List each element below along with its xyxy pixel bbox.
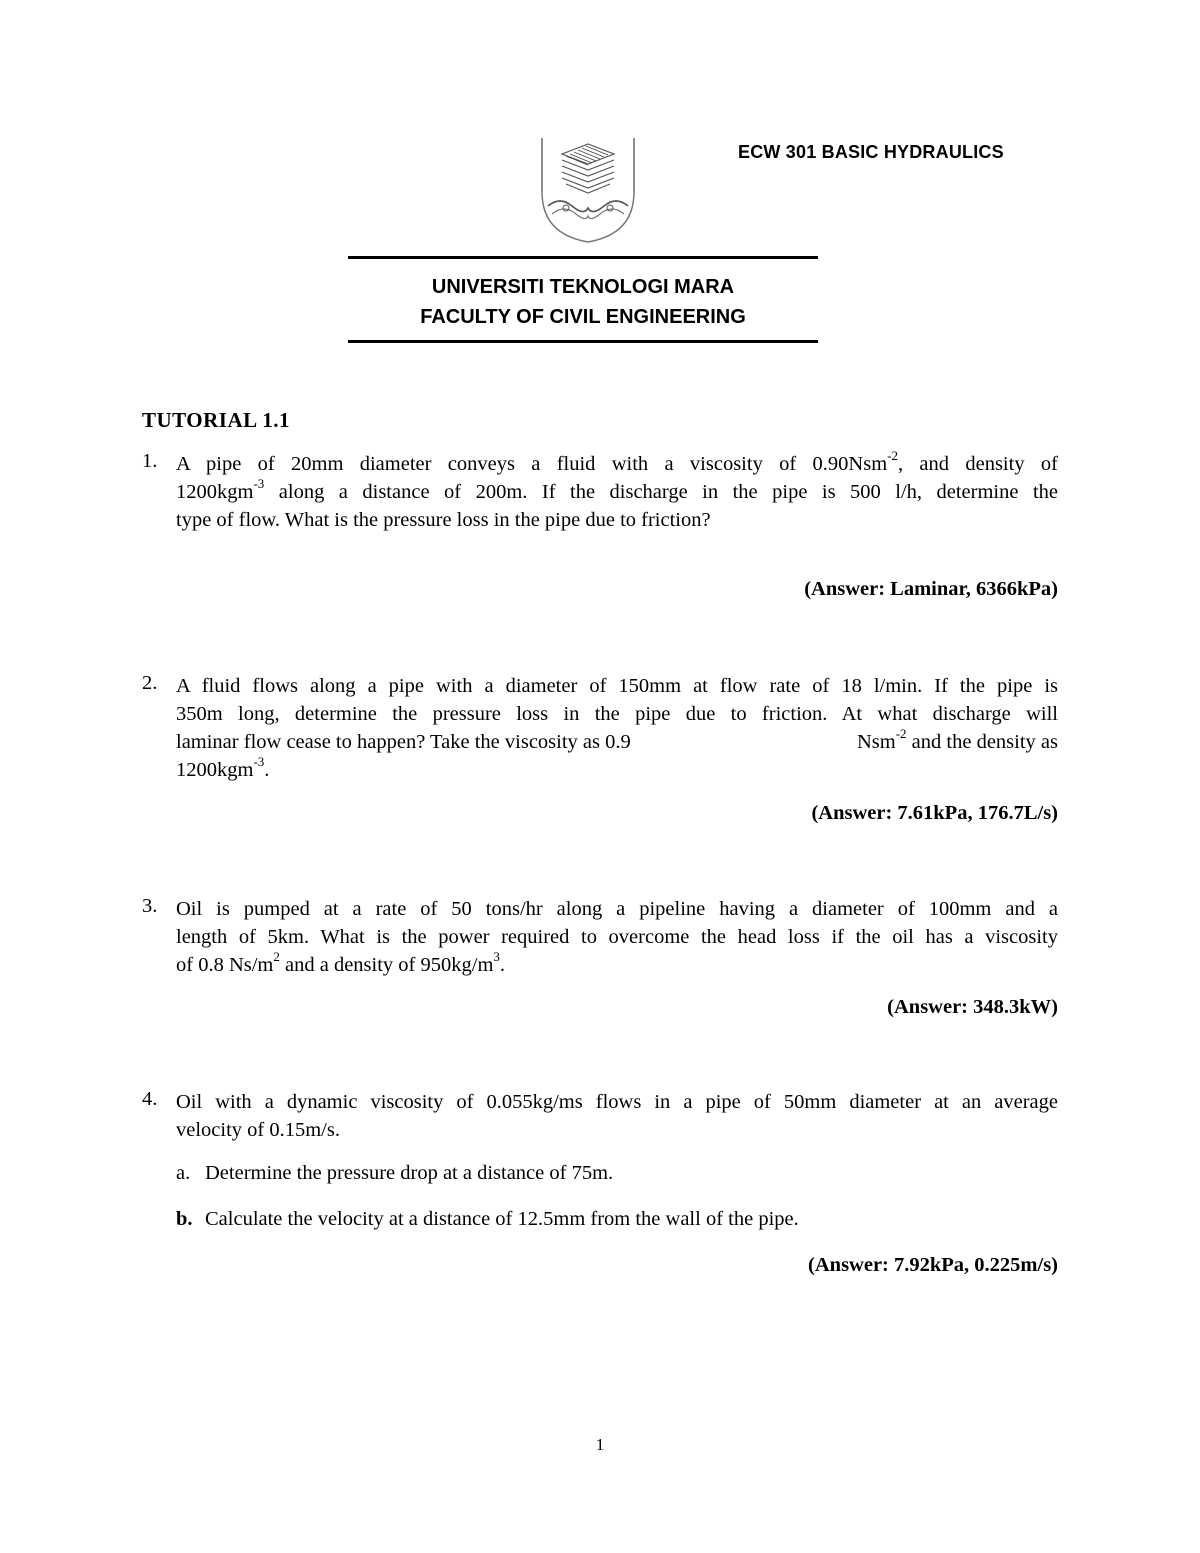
faculty-name: FACULTY OF CIVIL ENGINEERING	[420, 306, 746, 328]
question-text-line: Oil with a dynamic viscosity of 0.055kg/ms flows in a pipe of 50mm diameter at an average	[176, 1091, 1058, 1113]
question-number: 3.	[142, 895, 158, 917]
question-text-line: 350m long, determine the pressure loss in the pipe due to friction. At what discharge will	[176, 703, 1058, 725]
answer: (Answer: 7.92kPa, 0.225m/s)	[808, 1254, 1058, 1276]
question-text-line: 1200kgm$^{-3}$ along a distance of 200m. If the discharge in the pipe is 500 l/h, determine the	[176, 476, 1058, 503]
question-text-line: A pipe of 20mm diameter conveys a fluid with a viscosity of 0.90Nsm$^{-2}$, and density of	[176, 448, 1058, 475]
tutorial-title: TUTORIAL 1.1	[142, 408, 290, 432]
subpart-text: Determine the pressure drop at a distance of 75m.	[205, 1162, 614, 1184]
subpart-label: a.	[176, 1162, 191, 1184]
question-text-line: type of flow. What is the pressure loss in the pipe due to friction?	[176, 509, 711, 531]
uitm-crest-icon	[536, 134, 640, 244]
question-text-line: length of 5km. What is the power required to overcome the head loss if the oil has a viscosity	[176, 926, 1058, 948]
page-number: 1	[595, 1435, 605, 1454]
question-number: 1.	[142, 450, 158, 472]
question-text-line: Oil is pumped at a rate of 50 tons/hr along a pipeline having a diameter of 100mm and a	[176, 898, 1058, 920]
answer: (Answer: 348.3kW)	[887, 996, 1058, 1018]
subpart-label: b.	[176, 1208, 193, 1230]
subpart-text: Calculate the velocity at a distance of 12.5mm from the wall of the pipe.	[205, 1208, 799, 1230]
answer: (Answer: 7.61kPa, 176.7L/s)	[811, 802, 1058, 824]
question-text-line: velocity of 0.15m/s.	[176, 1119, 340, 1141]
question-number: 2.	[142, 672, 158, 694]
question-text-line: 1200kgm$^{-3}$.	[176, 754, 270, 781]
question-text-line: A fluid flows along a pipe with a diameter of 150mm at flow rate of 18 l/min. If the pipe is	[176, 675, 1058, 697]
question-text-line: of 0.8 $Ns/m^2$ and a density of $950kg/m^3$.	[176, 949, 506, 976]
university-name: UNIVERSITI TEKNOLOGI MARA	[431, 276, 735, 298]
header-rule-bottom	[348, 340, 818, 343]
header-rule-top	[348, 256, 818, 259]
answer: (Answer: Laminar, 6366kPa)	[804, 578, 1058, 600]
course-code: ECW 301 BASIC HYDRAULICS	[738, 142, 1004, 162]
question-number: 4.	[142, 1088, 158, 1110]
